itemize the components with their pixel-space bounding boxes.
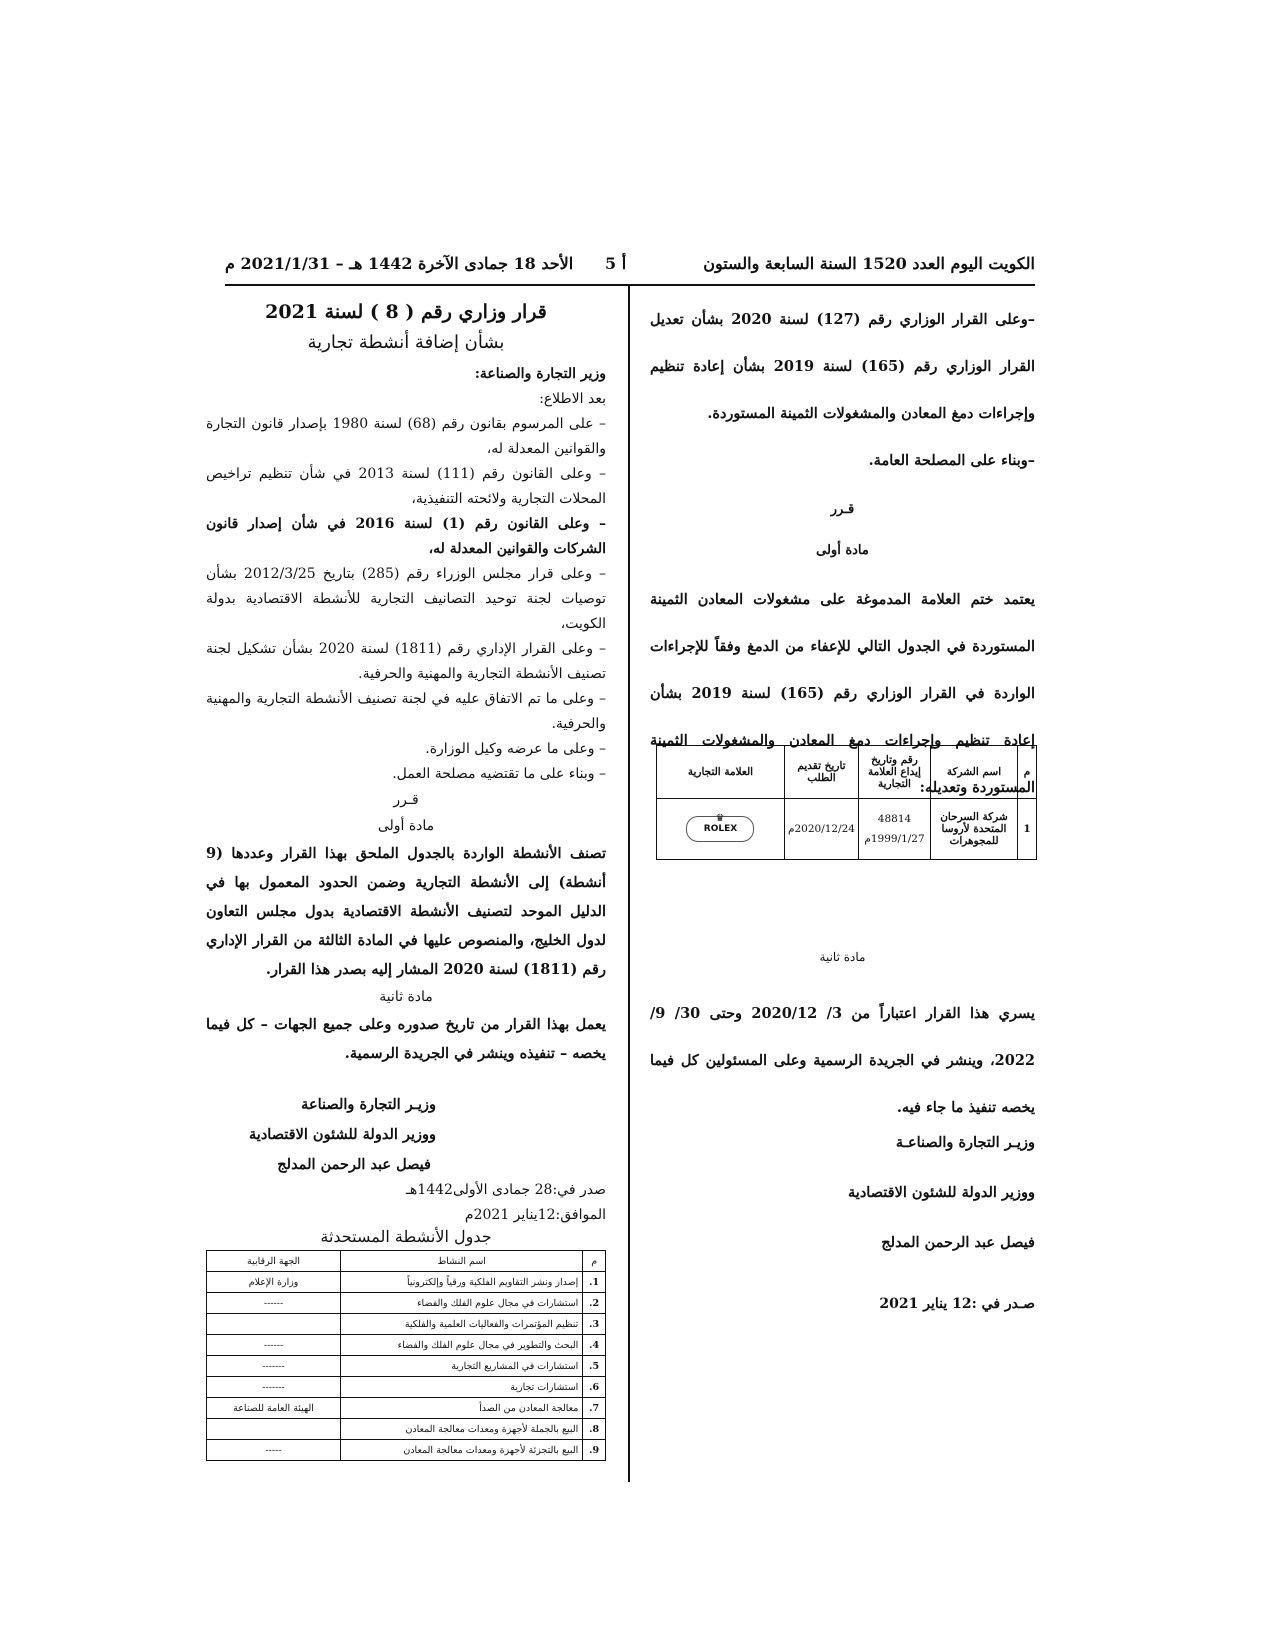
table-row — [207, 1356, 606, 1377]
activity-number: 3. — [583, 1314, 606, 1335]
lc-issue-dates — [206, 1178, 606, 1228]
table-header-cell: تاريخ تقديم الطلب — [784, 746, 858, 799]
lc-article-1-heading: مادة أولى — [377, 818, 435, 834]
activities-table-title: جدول الأنشطة المستحدثة — [320, 1227, 492, 1246]
table-header-cell: اسم الشركة — [931, 746, 1018, 799]
right-column — [650, 296, 1035, 811]
rc-issue-date: صـدر في :12 يناير 2021 — [879, 1296, 1035, 1312]
table-row — [207, 1293, 606, 1314]
activity-authority — [207, 1419, 341, 1440]
table-row — [207, 1335, 606, 1356]
lc-line: – وعلى ما عرضه وكيل الوزارة. — [425, 741, 606, 757]
table-header-cell: رقم وتاريخ إيداع العلامة التجارية — [859, 746, 931, 799]
rc-article-1-heading: مادة أولى — [816, 543, 869, 558]
rc-signature — [650, 1124, 1035, 1262]
rc-article-1-text: يعتمد ختم العلامة المدموغة على مشغولات المعادن الثمينة المستوردة في الجدول التالي للإعفاء من الدمغ وفقاً للإجراءات الواردة في القرار الوزاري رقم (165) لسنة 2019 بشأن إعادة تنظيم وإجراءات دمغ المعادن والمشغولات الثمينة المستوردة وتعديله: — [650, 591, 1035, 796]
deposit-info — [859, 799, 931, 860]
page-header — [225, 254, 1035, 284]
activity-number: 9. — [583, 1440, 606, 1461]
lc-line: – وعلى ما تم الاتفاق عليه في لجنة تصنيف الأنشطة التجارية والمهنية والحرفية. — [206, 691, 606, 732]
activity-number: 8. — [583, 1419, 606, 1440]
activity-name: البيع بالتجزئة لأجهزة ومعدات معالجة المعادن — [341, 1440, 583, 1461]
activity-number: 5. — [583, 1356, 606, 1377]
lc-article-1-text: تصنف الأنشطة الواردة بالجدول الملحق بهذا القرار وعددها (9 أنشطة) إلى الأنشطة التجارية وضمن الحدود المعمول بها في الدليل الموحد لتصنيف الأنشطة الاقتصادية بدول مجلس التعاون لدول الخليج، والمنصوص عليها في المادة الثالثة من القرار الإداري رقم (1811) لسنة 2020 المشار إليه بصدر هذا القرار. — [206, 845, 606, 978]
activity-authority: ------- — [207, 1356, 341, 1377]
table-row — [207, 1377, 606, 1398]
table-row — [207, 1272, 606, 1293]
lc-signature-line: ووزير الدولة للشئون الاقتصادية — [249, 1126, 436, 1143]
rolex-logo — [686, 813, 754, 842]
column-divider — [628, 284, 630, 1482]
company-name: شركة السرحان المتحدة لأروسا للمجوهرات — [931, 799, 1018, 860]
table-row — [207, 1398, 606, 1419]
lc-line: – وبناء على ما تقتضيه مصلحة العمل. — [392, 766, 606, 782]
table-header-row — [207, 1251, 606, 1272]
header-page-number: أ 5 — [605, 254, 627, 273]
activity-authority — [207, 1314, 341, 1335]
lc-issue-gregorian: الموافق:12يناير 2021م — [464, 1207, 606, 1223]
rc-signature-line: فيصل عبد الرحمن المدلج — [881, 1234, 1035, 1251]
lc-signature-line: وزيـر التجارة والصناعة — [301, 1096, 436, 1113]
lc-line: – وعلى القانون رقم (1) لسنة 2016 في شأن إصدار قانون الشركات والقوانين المعدلة له، — [206, 516, 607, 557]
lc-signature — [206, 1090, 606, 1180]
activity-name: إصدار ونشر التقاويم الفلكية ورقياً وإلكترونياً — [341, 1272, 583, 1293]
deposit-date: 1999/1/27م — [864, 833, 925, 845]
trademark-cell — [657, 799, 785, 860]
table-row — [207, 1419, 606, 1440]
activity-number: 4. — [583, 1335, 606, 1356]
table-header-cell: اسم النشاط — [341, 1251, 583, 1272]
activity-name: البيع بالجملة لأجهزة ومعدات معالجة المعادن — [341, 1419, 583, 1440]
deposit-number: 48814 — [877, 813, 912, 825]
request-date: 2020/12/24م — [784, 799, 858, 860]
header-rule — [225, 284, 1035, 286]
lc-line: – وعلى القانون رقم (111) لسنة 2013 في شأن تنظيم تراخيص المحلات التجارية ولائحته التنفيذية، — [206, 466, 606, 507]
trademark-table — [656, 745, 1037, 860]
activity-number: 6. — [583, 1377, 606, 1398]
activity-authority: وزارة الإعلام — [207, 1272, 341, 1293]
decree-subtitle: بشأن إضافة أنشطة تجارية — [307, 332, 505, 353]
lc-issue-hijri: صدر في:28 جمادى الأولى1442هـ — [405, 1182, 606, 1198]
activity-name: تنظيم المؤتمرات والفعاليات العلمية والفلكية — [341, 1314, 583, 1335]
table-header-cell: الجهة الرقابية — [207, 1251, 341, 1272]
rc-signature-line: وزيـر التجارة والصناعـة — [895, 1134, 1035, 1151]
activity-name: استشارات في مجال علوم الفلك والفضاء — [341, 1293, 583, 1314]
table-header-cell: م — [583, 1251, 606, 1272]
activity-name: البحث والتطوير في مجال علوم الفلك والفضاء — [341, 1335, 583, 1356]
lc-line: وزير التجارة والصناعة: — [474, 366, 606, 382]
rc-article-2-heading: مادة ثانية — [819, 950, 866, 964]
table-header-cell: م — [1018, 746, 1037, 799]
table-row — [207, 1440, 606, 1461]
activity-authority: ------- — [207, 1377, 341, 1398]
rc-paragraph-2: –وبناء على المصلحة العامة. — [868, 452, 1035, 469]
lc-line: – على المرسوم بقانون رقم (68) لسنة 1980 بإصدار قانون التجارة والقوانين المعدلة له، — [206, 416, 606, 457]
activity-number: 2. — [583, 1293, 606, 1314]
activity-authority: الهيئة العامة للصناعة — [207, 1398, 341, 1419]
table-header-row — [657, 746, 1037, 799]
activity-name: معالجة المعادن من الصدأ — [341, 1398, 583, 1419]
lc-verdict: قـرر — [393, 792, 419, 808]
activity-authority: ------ — [207, 1293, 341, 1314]
row-number: 1 — [1018, 799, 1037, 860]
activities-table — [206, 1250, 606, 1461]
activity-authority: ------ — [207, 1335, 341, 1356]
table-row — [657, 799, 1037, 860]
activity-name: استشارات تجارية — [341, 1377, 583, 1398]
lc-line: بعد الاطلاع: — [539, 391, 606, 407]
lc-article-2-text: يعمل بهذا القرار من تاريخ صدوره وعلى جميع الجهات – كل فيما يخصه – تنفيذه وينشر في الجريدة الرسمية. — [206, 1016, 606, 1062]
header-date: الأحد 18 جمادى الآخرة 1442 هـ – 2021/1/31 م — [225, 254, 574, 273]
lc-line: – وعلى القرار الإداري رقم (1811) لسنة 2020 بشأن تشكيل لجنة تصنيف الأنشطة التجارية والمهنية والحرفية. — [206, 641, 606, 682]
rc-paragraph-1: –وعلى القرار الوزاري رقم (127) لسنة 2020 بشأن تعديل القرار الوزاري رقم (165) لسنة 2019 بشأن إعادة تنظيم وإجراءات دمغ المعادن والمشغولات الثمينة المستوردة. — [650, 311, 1035, 422]
lc-line: – وعلى قرار مجلس الوزراء رقم (285) بتاريخ 2012/3/25 بشأن توصيات لجنة توحيد التصانيف التجارية للأنشطة الاقتصادية بدولة الكويت، — [206, 566, 606, 632]
decree-title: قرار وزاري رقم ( 8 ) لسنة 2021 — [265, 301, 547, 323]
rc-article-2-text: يسري هذا القرار اعتباراً من 3/ 2020/12 وحتى 30/ 9/ 2022، وينشر في الجريدة الرسمية وعلى المسئولين كل فيما يخصه تنفيذ ما جاء فيه. — [650, 1005, 1035, 1116]
crown-icon: ♛ — [715, 813, 725, 824]
trademark-text: ROLEX — [703, 824, 738, 834]
activity-number: 7. — [583, 1398, 606, 1419]
table-header-cell: العلامة التجارية — [657, 746, 785, 799]
table-row — [207, 1314, 606, 1335]
activity-authority: ----- — [207, 1440, 341, 1461]
lc-article-2-heading: مادة ثانية — [379, 989, 433, 1005]
rc-verdict: قـرر — [830, 502, 855, 517]
activity-name: استشارات في المشاريع التجارية — [341, 1356, 583, 1377]
lc-signature-line: فيصل عبد الرحمن المدلج — [277, 1156, 431, 1173]
rc-signature-line: ووزير الدولة للشئون الاقتصادية — [848, 1184, 1035, 1201]
left-column — [206, 296, 606, 1068]
activity-number: 1. — [583, 1272, 606, 1293]
header-gazette-info: الكويت اليوم العدد 1520 السنة السابعة والستون — [703, 254, 1035, 273]
